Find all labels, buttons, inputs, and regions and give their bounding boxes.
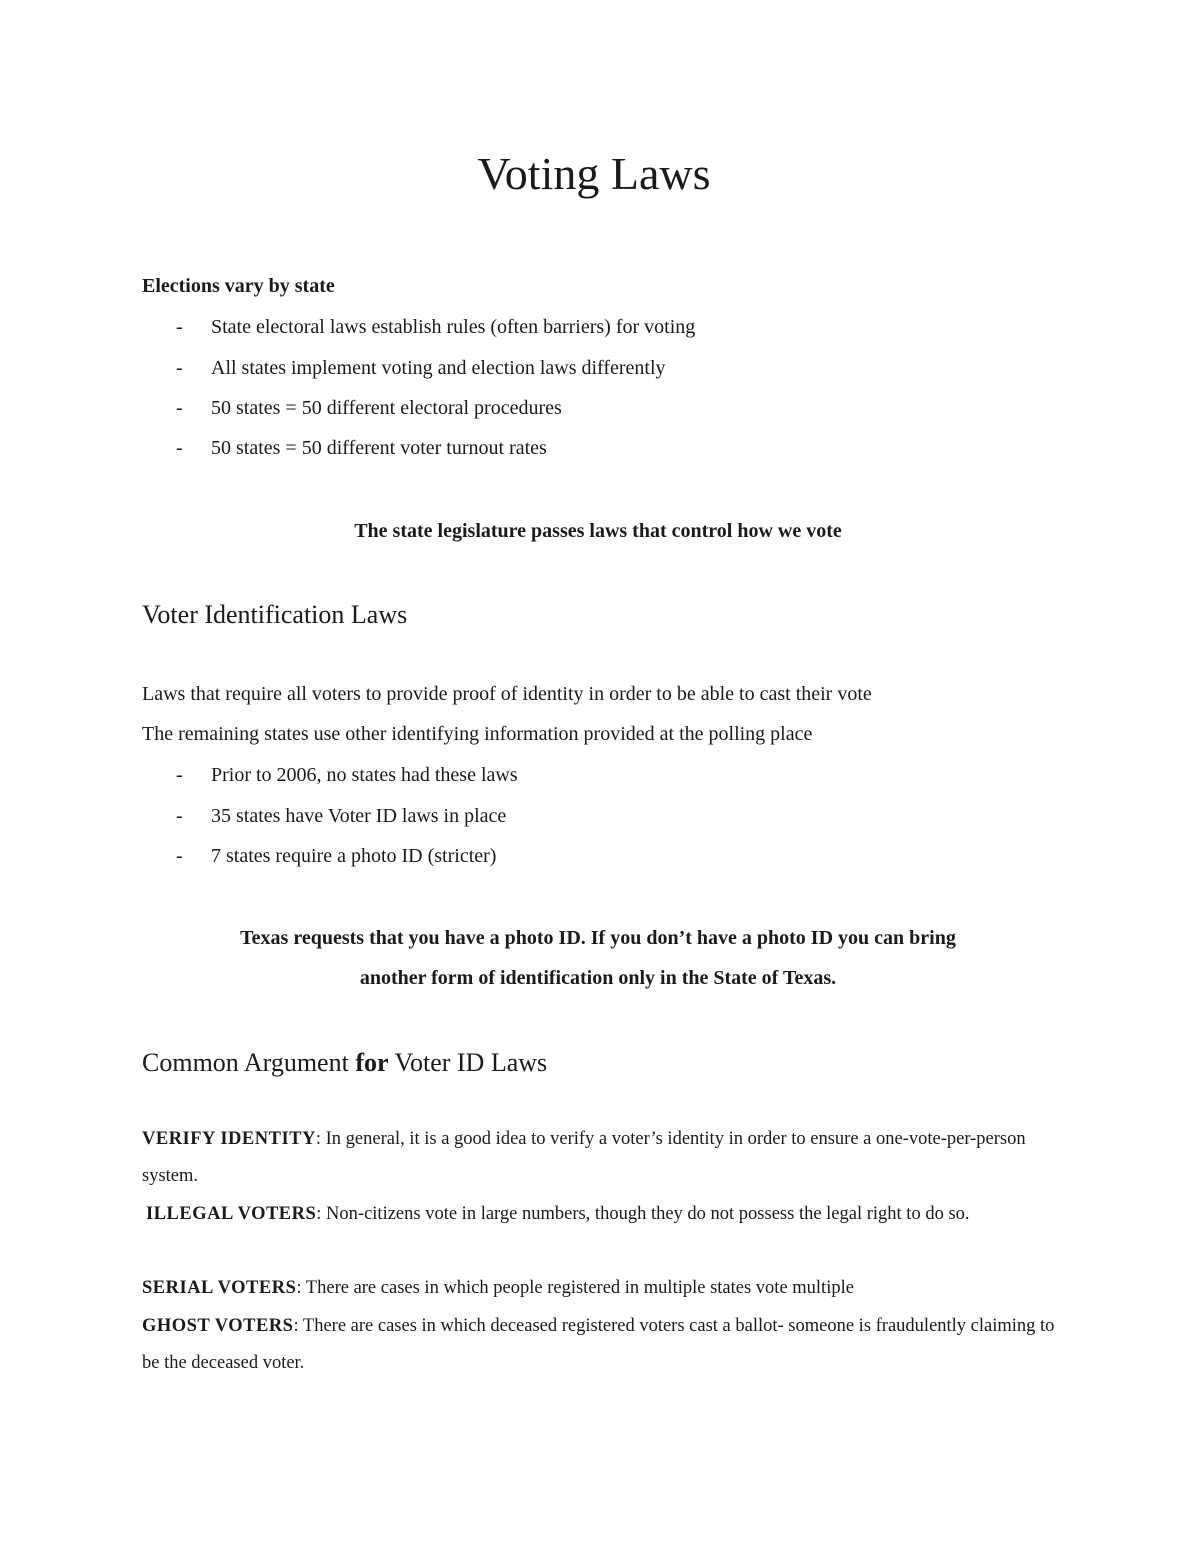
list-item (176, 802, 506, 830)
list-item (176, 354, 666, 382)
section-heading-elections: Elections vary by state (142, 275, 335, 297)
bullet-dash: - (176, 845, 183, 867)
argument-text: : There are cases in which people registered in multiple states vote multiple (296, 1278, 854, 1298)
list-item-text: 50 states = 50 different electoral procedures (211, 397, 562, 419)
list-item-text: 35 states have Voter ID laws in place (211, 805, 507, 827)
argument-verify-identity (142, 1121, 1057, 1195)
heading-emphasis: for (355, 1048, 389, 1077)
argument-label: GHOST VOTERS (142, 1316, 294, 1336)
argument-label: SERIAL VOTERS (142, 1278, 297, 1298)
page-title: Voting Laws (477, 148, 711, 199)
heading-text: Voter ID Laws (388, 1048, 548, 1077)
list-item (176, 313, 695, 341)
argument-text: : In general, it is a good idea to verify a voter’s identity in order to ensure a one-vote-per-person system. (142, 1129, 1026, 1186)
list-item-text: Prior to 2006, no states had these laws (211, 764, 518, 786)
argument-label: ILLEGAL VOTERS (146, 1204, 317, 1224)
bullet-dash: - (176, 437, 183, 459)
list-item-text: 7 states require a photo ID (stricter) (211, 845, 497, 867)
paragraph-remaining-states: The remaining states use other identifying information provided at the polling place (142, 723, 813, 745)
paragraph-proof-of-identity: Laws that require all voters to provide proof of identity in order to be able to cast their vote (142, 683, 872, 705)
list-item (176, 434, 547, 462)
list-item-text: 50 states = 50 different voter turnout rates (211, 437, 547, 459)
argument-ghost-voters (142, 1308, 1057, 1382)
callout-texas-line-1: Texas requests that you have a photo ID. If you don’t have a photo ID you can bring (240, 927, 956, 949)
bullet-dash: - (176, 357, 183, 379)
callout-legislature: The state legislature passes laws that control how we vote (354, 520, 842, 542)
heading-text: Common Argument (142, 1048, 356, 1077)
bullet-dash: - (176, 764, 183, 786)
list-item (176, 761, 518, 789)
argument-text: : Non-citizens vote in large numbers, though they do not possess the legal right to do so. (316, 1204, 970, 1224)
argument-illegal-voters (146, 1196, 1061, 1233)
argument-serial-voters (142, 1270, 1057, 1307)
list-item (176, 842, 496, 870)
bullet-dash: - (176, 805, 183, 827)
argument-text: : There are cases in which deceased registered voters cast a ballot- someone is fraudulently claiming to be the deceased voter. (142, 1316, 1055, 1373)
list-item-text: State electoral laws establish rules (often barriers) for voting (211, 316, 696, 338)
list-item (176, 394, 562, 422)
bullet-dash: - (176, 316, 183, 338)
callout-texas-line-2: another form of identification only in the State of Texas. (359, 967, 837, 989)
list-item-text: All states implement voting and election laws differently (211, 357, 666, 379)
bullet-dash: - (176, 397, 183, 419)
section-heading-voter-id: Voter Identification Laws (142, 600, 408, 629)
section-heading-common-argument (142, 1046, 547, 1080)
argument-label: VERIFY IDENTITY (142, 1129, 316, 1149)
